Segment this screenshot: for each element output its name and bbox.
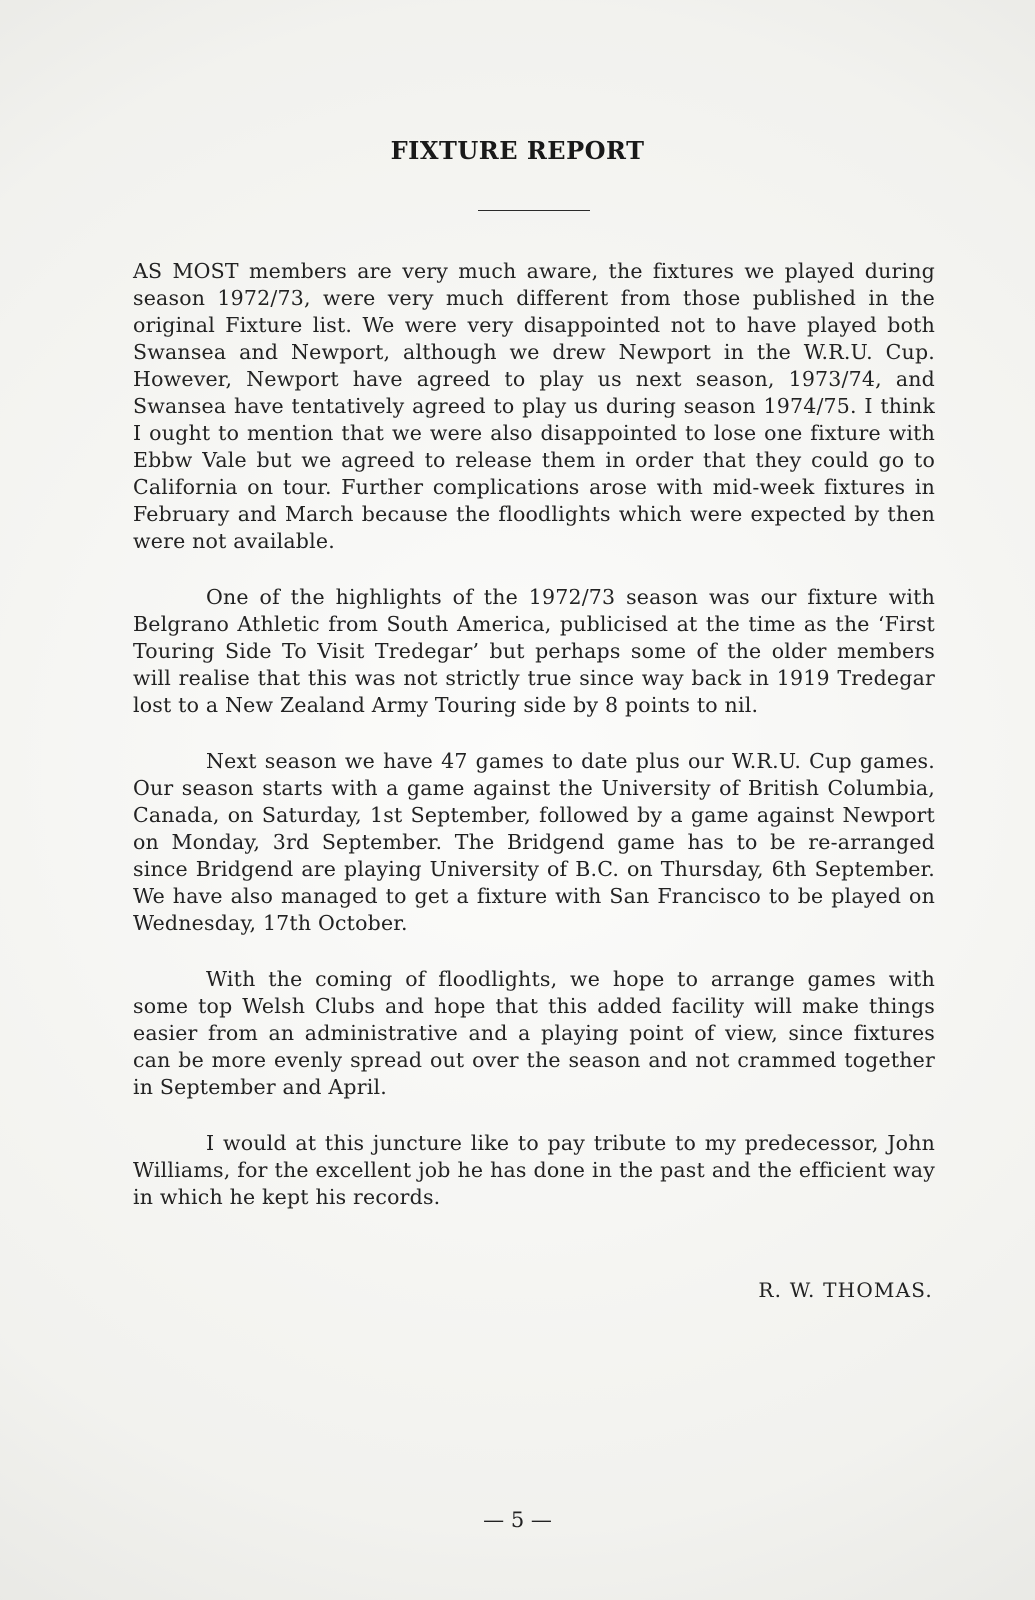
- paragraph-1: AS MOST members are very much aware, the fixtures we played during season 1972/73, were very much different from those published in the original Fixture list. We were very disappointed not to have played both Swansea and Newport, although we drew Newport in the W.R.U. Cup. However, Newport have agreed to play us next season, 1973/74, and Swansea have tentatively agreed to play us during season 1974/75. I think I ought to mention that we were also disappointed to lose one fixture with Ebbw Vale but we agreed to release them in order that they could go to California on tour. Further complications arose with mid-week fixtures in February and March because the floodlights which were expected by then were not available.: [133, 259, 935, 553]
- author-signature: R. W. THOMAS.: [758, 1278, 933, 1302]
- paragraph-4: With the coming of floodlights, we hope to arrange games with some top Welsh Clubs and hope that this added facility will make things easier from an administrative and a playing point of view, since fixtures can be more evenly spread out over the season and not crammed together in September and April.: [133, 967, 935, 1099]
- page-number: — 5 —: [483, 1508, 552, 1532]
- report-body: [133, 258, 935, 1240]
- paragraph-3: Next season we have 47 games to date plus our W.R.U. Cup games. Our season starts with a game against the University of British Columbia, Canada, on Saturday, 1st September, followed by a game against Newport on Monday, 3rd September. The Bridgend game has to be re-arranged since Bridgend are playing University of B.C. on Thursday, 6th September. We have also managed to get a fixture with San Francisco to be played on Wednesday, 17th October.: [133, 749, 935, 935]
- title-divider: [478, 210, 590, 211]
- page-title: FIXTURE REPORT: [390, 136, 645, 165]
- paragraph-5: I would at this juncture like to pay tribute to my predecessor, John Williams, for the excellent job he has done in the past and the efficient way in which he kept his records.: [133, 1131, 935, 1209]
- paragraph-2: One of the highlights of the 1972/73 season was our fixture with Belgrano Athletic from South America, publicised at the time as the ‘First Touring Side To Visit Tredegar’ but perhaps some of the older members will realise that this was not strictly true since way back in 1919 Tredegar lost to a New Zealand Army Touring side by 8 points to nil.: [133, 585, 935, 717]
